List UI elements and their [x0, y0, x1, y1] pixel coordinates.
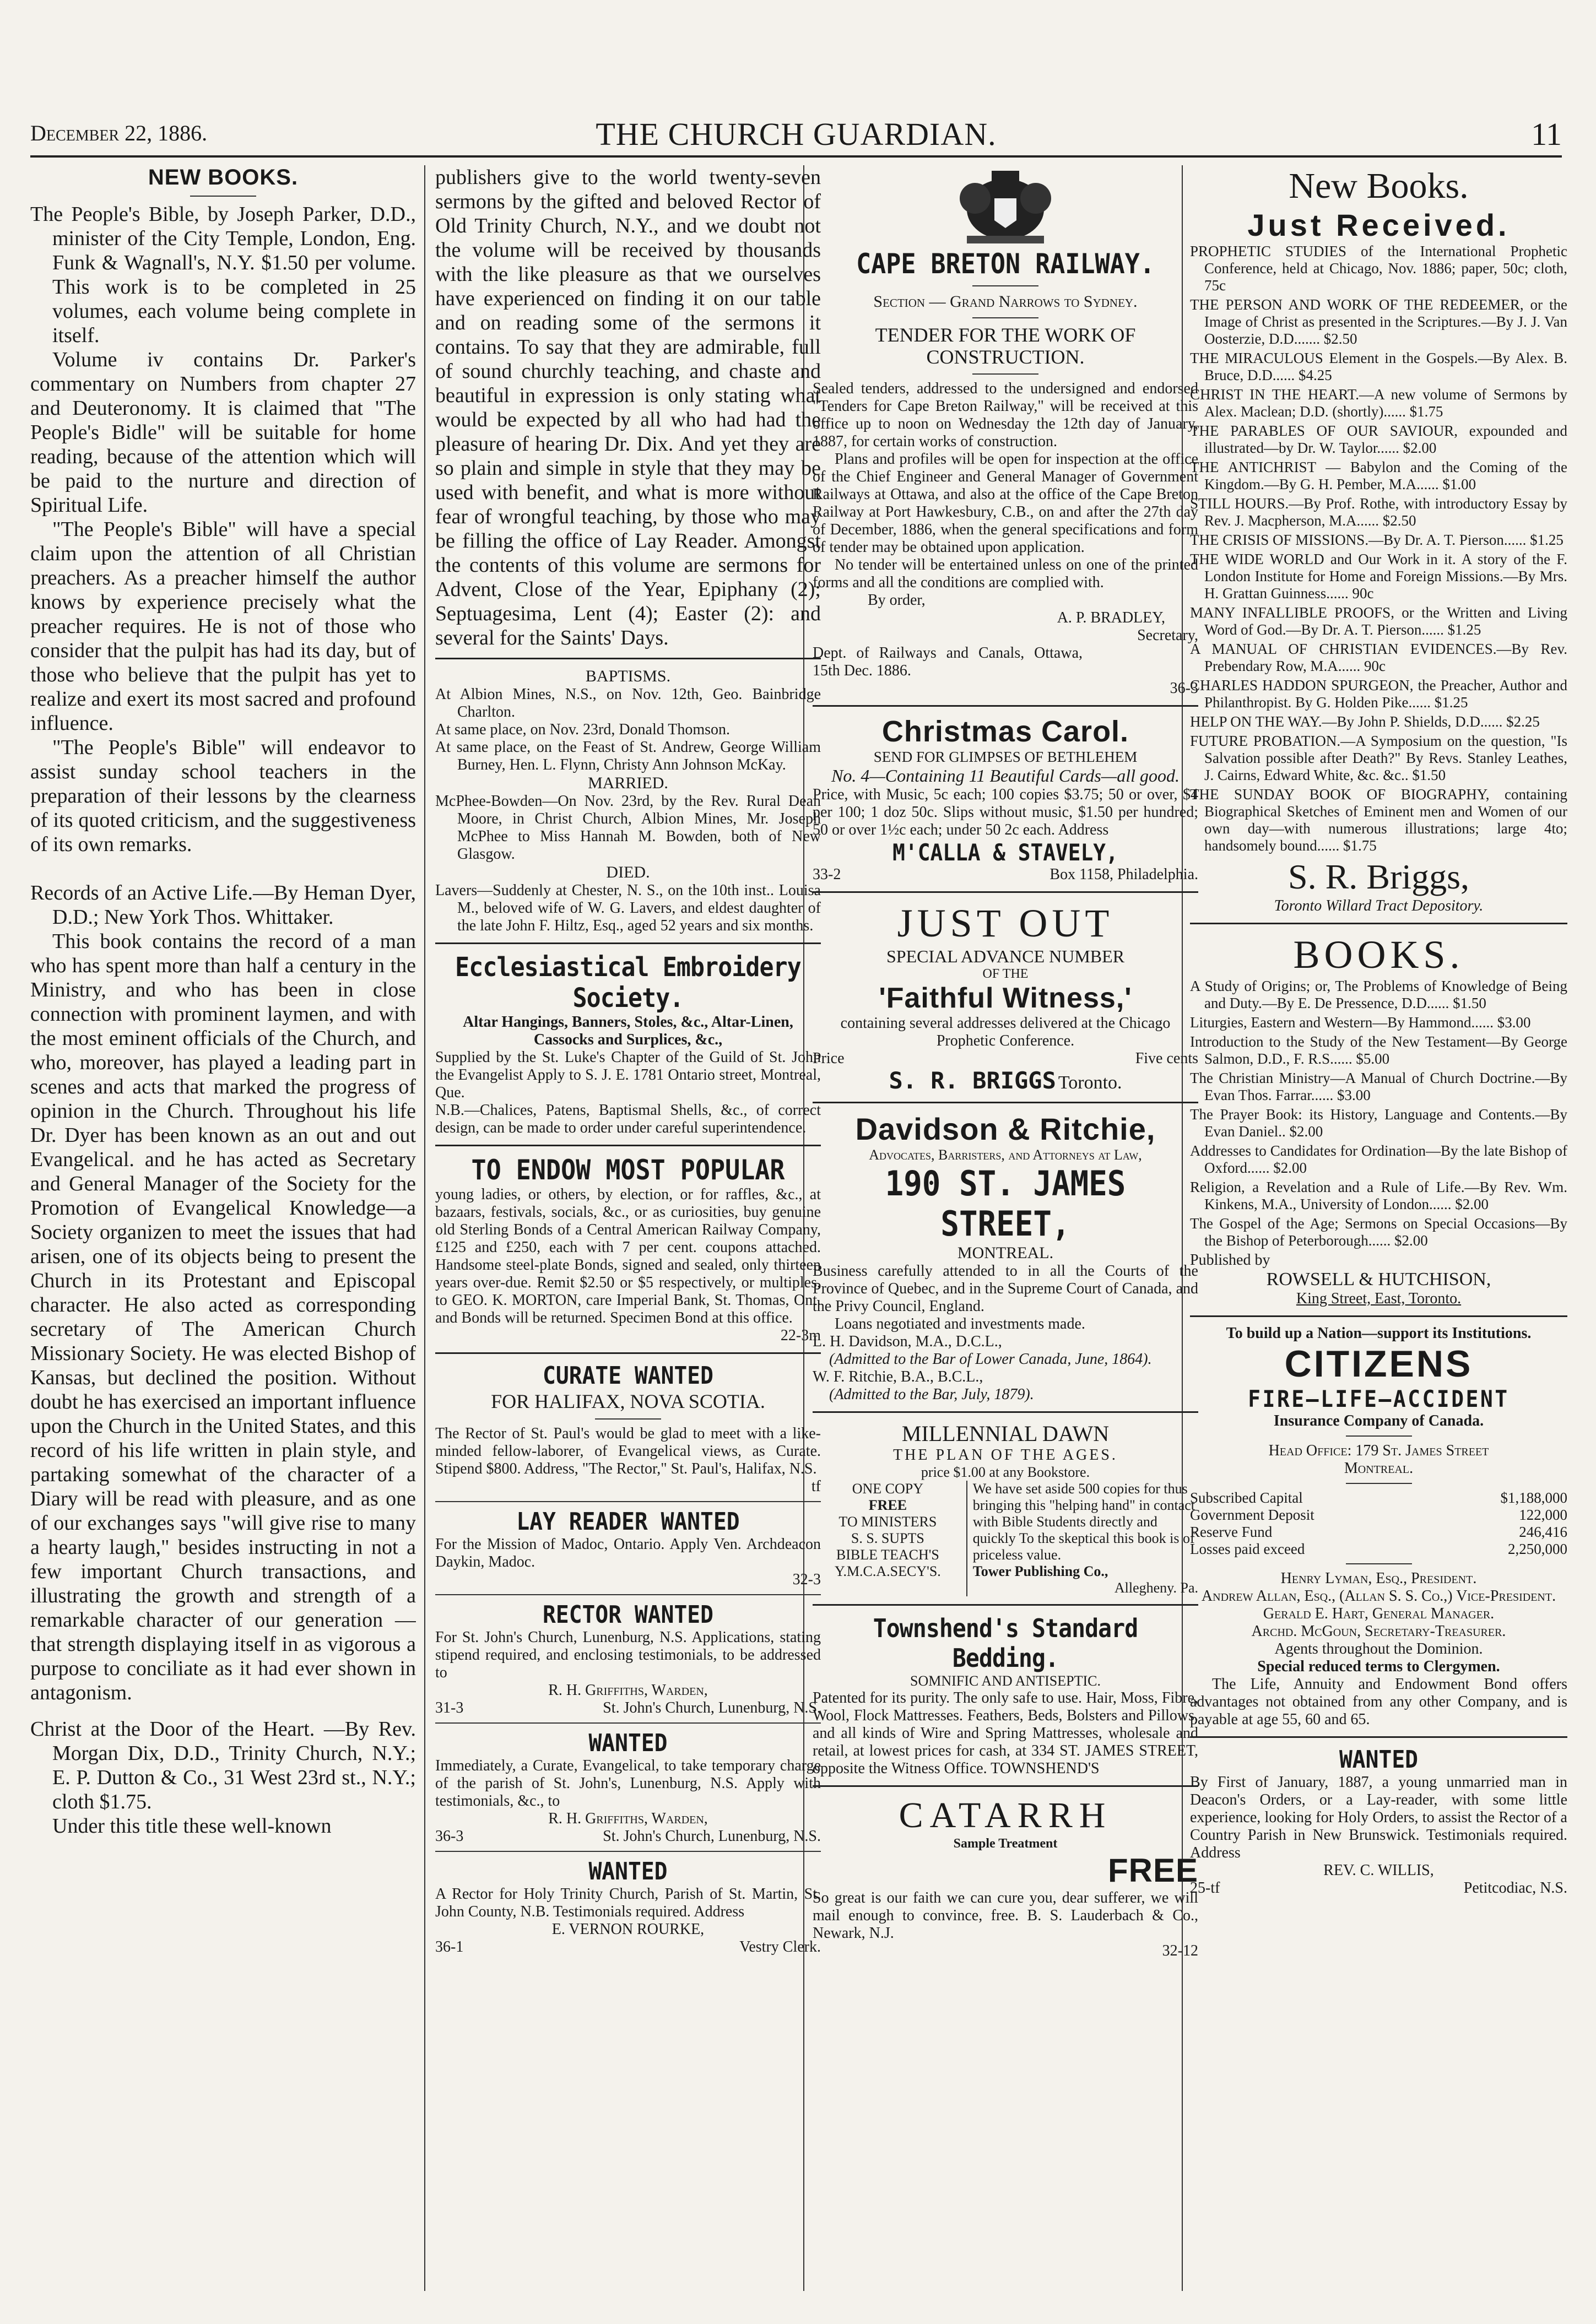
- briggs-firm: S. R. BRIGGS: [889, 1067, 1056, 1094]
- townshend-bedding-heading: Townshend's Standard Bedding.: [873, 1613, 1138, 1673]
- tender-department: Dept. of Railways and Canals, Ottawa, 15th Dec. 1886.: [813, 644, 1083, 679]
- death-notice: Lavers—Suddenly at Chester, N. S., on the 10th inst.. Louisa M., beloved wife of W. G. Lavers, and eldest daughter of the late John F. Hiltz, Esq., aged 52 years and six months.: [435, 882, 821, 934]
- faithful-witness-body: containing several addresses delivered at the Chicago Prophetic Conference.: [840, 1015, 1171, 1049]
- marriage-notice: McPhee-Bowden—On Nov. 23rd, by the Rev. Rural Dean Moore, in Christ Church, Albion Mines, Mr. Joseph McPhee to Miss Hannah M. Bowden, both of New Glasgow.: [435, 793, 821, 863]
- page-number: 11: [1531, 116, 1562, 152]
- book-listing: Liturgies, Eastern and Western—By Hammond...... $3.00: [1190, 1014, 1531, 1031]
- review-peoples-bible: The People's Bible, by Joseph Parker, D.D., minister of the City Temple, London, Eng. Funk & Wagnall's, N.Y. $1.50 per volume. This work is to be completed in 25 volumes, each volume being complete in itself.: [30, 203, 416, 347]
- figure-value: 246,416: [1519, 1524, 1567, 1540]
- lay-reader-wanted-heading: LAY READER WANTED: [516, 1508, 740, 1536]
- catarrh-body: So great is our faith we can cure you, dear sufferer, we will mail enough to convince, free. B. S. Lauderbach & Co., Newark, N.J.: [813, 1889, 1198, 1942]
- free-label: ONE COPY: [852, 1481, 924, 1497]
- ad-code: 36-3: [1170, 680, 1198, 697]
- figure-label: Reserve Fund: [1190, 1524, 1273, 1540]
- tender-by-order: By order,: [868, 592, 926, 609]
- figure-value: 2,250,000: [1508, 1541, 1567, 1557]
- book-listing: THE PERSON AND WORK OF THE REDEEMER, or the Image of Christ as presented in the Scriptures.—By J. J. Van Oosterzie, D.D....... $2.50: [1190, 296, 1567, 347]
- lay-reader-body: For the Mission of Madoc, Ontario. Apply Ven. Archdeacon Daykin, Madoc.: [435, 1536, 821, 1570]
- embroidery-items: Altar Hangings, Banners, Stoles, &c., Altar-Linen, Cassocks and Surplices, &c.,: [463, 1014, 793, 1048]
- column-divider: [424, 165, 425, 2291]
- wanted-body: By First of January, 1887, a young unmarried man in Deacon's Orders, or a Lay-reader, with some little experience, looking for Holy Orders, to assist the Rector of a Country Parish in New Brunswick. Testimonials required. Address: [1190, 1774, 1567, 1861]
- davidson-ritchie-city: MONTREAL.: [957, 1244, 1054, 1262]
- davidson-ritchie-address: 190 ST. JAMES STREET,: [885, 1163, 1126, 1244]
- partner-name: W. F. Ritchie, B.A., B.C.L.,: [813, 1368, 983, 1385]
- ad-code: 22-3m: [780, 1327, 821, 1344]
- citizens-officer: Andrew Allan, Esq., (Allan S. S. Co.,) Vice-President.: [1201, 1588, 1556, 1605]
- rector-wanted-heading: RECTOR WANTED: [543, 1601, 713, 1629]
- townshend-subheading: SOMNIFIC AND ANTISEPTIC.: [910, 1673, 1101, 1689]
- curate-location: FOR HALIFAX, NOVA SCOTIA.: [491, 1390, 765, 1412]
- ad-code: 36-3: [435, 1828, 464, 1845]
- divider: [190, 196, 256, 197]
- citizens-officer: Henry Lyman, Esq., President.: [1280, 1570, 1477, 1587]
- partner-name: L. H. Davidson, M.A., D.C.L.,: [813, 1333, 1002, 1350]
- book-listing: THE MIRACULOUS Element in the Gospels.—By Alex. B. Bruce, D.D...... $4.25: [1190, 350, 1567, 383]
- curate-body: The Rector of St. Paul's would be glad to meet with a like-minded fellow-laborer, of Evangelical views, as Curate. Stipend $800. Address, "The Rector," St. Paul's, Halifax, N.S.: [435, 1425, 821, 1477]
- just-out-heading: JUST OUT: [897, 901, 1114, 945]
- citizens-office: Head Office: 179 St. James Street: [1268, 1442, 1489, 1459]
- embroidery-body: Supplied by the St. Luke's Chapter of the Guild of St. John the Evangelist Apply to S. J. E. 1781 Ontario street, Montreal, Que.: [435, 1049, 821, 1101]
- briggs-city: Toronto.: [1058, 1072, 1122, 1093]
- column-2: [435, 165, 821, 2296]
- just-out-subheading: SPECIAL ADVANCE NUMBER: [886, 946, 1125, 966]
- citizens-officer: Archd. McGoun, Secretary-Treasurer.: [1251, 1623, 1506, 1640]
- wanted-city: Petitcodiac, N.S.: [1463, 1879, 1567, 1897]
- figure-label: Government Deposit: [1190, 1507, 1314, 1523]
- book-listing: HELP ON THE WAY.—By John P. Shields, D.D...... $2.25: [1190, 713, 1540, 730]
- figure-value: $1,188,000: [1500, 1489, 1567, 1506]
- new-books-heading: NEW BOOKS.: [148, 165, 299, 189]
- millennial-dawn-price: price $1.00 at any Bookstore.: [921, 1464, 1090, 1480]
- tender-body: No tender will be entertained unless on one of the printed forms and all the conditions are complied with.: [813, 556, 1198, 591]
- wanted-body: Immediately, a Curate, Evangelical, to take temporary charge of the parish of St. John's, Lunenburg, N.S. Apply with testimonials, &c., to: [435, 1757, 821, 1810]
- price-value: Five cents: [1135, 1050, 1198, 1067]
- wanted-title: Vestry Clerk.: [739, 1938, 821, 1955]
- book-listing: The Gospel of the Age; Sermons on Special Occasions—By the Bishop of Peterborough...... $2.00: [1190, 1215, 1567, 1249]
- citizens-figure-row: [1190, 1507, 1567, 1524]
- masthead-rule: [30, 155, 1562, 158]
- books-heading: BOOKS.: [1293, 933, 1464, 977]
- book-listing: The Prayer Book: its History, Language and Contents.—By Evan Daniel.. $2.00: [1190, 1106, 1567, 1140]
- endow-heading: TO ENDOW MOST POPULAR: [471, 1154, 785, 1186]
- newspaper-title: THE CHURCH GUARDIAN.: [596, 116, 997, 152]
- book-listing: FUTURE PROBATION.—A Symposium on the question, "Is Salvation possible after Death?" By Revs. Stanley Leathes, J. Cairns, Edward White, &c. &c.. $1.50: [1190, 733, 1567, 783]
- book-listing: PROPHETIC STUDIES of the International Prophetic Conference, held at Chicago, Nov. 1886; paper, 50c; cloth, 75c: [1190, 243, 1567, 294]
- review-paragraph: Volume iv contains Dr. Parker's commentary on Numbers from chapter 27 and Deuteronomy. It is claimed that "The People's Bidle" will be suitable for home reading, because of the attention which will be paid to the nurture and direction of Spiritual Life.: [30, 348, 416, 517]
- wanted-body: A Rector for Holy Trinity Church, Parish of St. Martin, St. John County, N.B. Testimonials required. Address: [435, 1886, 821, 1920]
- millennial-dawn-city: Allegheny. Pa.: [1114, 1580, 1198, 1596]
- book-listing: THE WIDE WORLD and Our Work in it. A story of the F. London Institute for Home and Foreign Missions.—By Mrs. H. Grattan Guinness...... 90c: [1190, 551, 1567, 602]
- ad-code: tf: [811, 1478, 821, 1495]
- partner-admission: (Admitted to the Bar, July, 1879).: [829, 1386, 1034, 1403]
- tender-heading: TENDER FOR THE WORK OF CONSTRUCTION.: [875, 324, 1136, 368]
- ad-code: 32-3: [792, 1571, 821, 1588]
- wanted-signature: E. VERNON ROURKE,: [551, 1921, 705, 1938]
- carol-address: Box 1158, Philadelphia.: [1049, 866, 1198, 883]
- book-listing: CHARLES HADDON SPURGEON, the Preacher, Author and Philanthropist. By G. Holden Pike...... $1.25: [1190, 677, 1567, 711]
- railway-heading: CAPE BRETON RAILWAY.: [856, 248, 1155, 280]
- review-paragraph: This book contains the record of a man who has spent more than half a century in the Ministry, and who has been in close connection with prominent laymen, and with the most eminent officials of the Church, and who, moreover, has played a leading part in scenes and acts that marked the progress of opinion in the Church. Throughout his life Dr. Dyer has been known as an out and out Evangelical. and he has acted as Secretary and General Manager of the Society for the Promotion of Evangelical Knowledge—a Society organizen to meet the issues that had arisen, one of its objects being to present the Church in its Protestant and Episcopal character. He also acted as corresponding secretary of The American Church Missionary Society. He was elected Bishop of Kansas, but declined the position. Without doubt he has exercised an important influence upon the Church in the United States, and this record of his life written in plain style, and partaking somewhat of the character of a Diary will be read with pleasure, and as one of our exchanges says "will give rise to many a hearty laugh," besides instructing in not a few important Church transactions, and illustrating the growth and strength of a remarkable character of our generation — that strength displaying itself in as vigorous a purpose to conciliate as it had ever shown in antagonism.: [30, 930, 416, 1704]
- townshend-body: Patented for its purity. The only safe to use. Hair, Moss, Fibre, Wool, Flock Mattresses. Feathers, Beds, Bolsters and Pillows, and all kinds of Wire and Spring Mattresses, wholesale and retail, at lowest prices for cash, at 334 ST. JAMES STREET, opposite the Witness Office. TOWNSHEND'S: [813, 1689, 1198, 1777]
- citizens-figures: [1190, 1489, 1567, 1558]
- column-1: [30, 165, 416, 2296]
- ad-code: 25-tf: [1190, 1879, 1220, 1897]
- book-listing: THE PARABLES OF OUR SAVIOUR, expounded and illustrated—by Dr. W. Taylor...... $2.00: [1190, 422, 1567, 456]
- ad-code: 32-12: [1162, 1942, 1198, 1959]
- tender-body: Sealed tenders, addressed to the undersigned and endorsed "Tenders for Cape Breton Railway," will be received at this office up to noon on Wednesday the 12th day of January, 1887, for certain works of construction.: [813, 380, 1198, 450]
- baptism-notice: At same place, on the Feast of St. Andrew, George William Burney, Hen. L. Flynn, Christy Ann Johnson McKay.: [435, 739, 821, 773]
- carol-firm: M'CALLA & STAVELY,: [892, 839, 1118, 866]
- citizens-agents: Agents throughout the Dominion.: [1274, 1640, 1483, 1657]
- davidson-ritchie-loans: Loans negotiated and investments made.: [835, 1315, 1085, 1332]
- review-christ-at-door: Christ at the Door of the Heart. —By Rev. Morgan Dix, D.D., Trinity Church, N.Y.; E. P. Dutton & Co., 31 West 23rd st., N.Y.; cloth $1.75.: [30, 1718, 416, 1813]
- review-records-active-life: Records of an Active Life.—By Heman Dyer, D.D.; New York Thos. Whittaker.: [30, 881, 416, 929]
- citizens-city: Montreal.: [1344, 1460, 1414, 1477]
- free-label: FREE: [868, 1497, 907, 1513]
- review-paragraph: "The People's Bible" will have a special claim upon the attention of all Christian preachers. As a preacher himself the author knows by experience precisely what the preacher requires. He is not of those who consider that the pulpit has had its day, but of those who believe that the pulpit has yet to realize and exert its most sacred and profound influence.: [30, 518, 416, 735]
- column-4: [1190, 165, 1567, 2296]
- citizens-subheading: FIRE—LIFE—ACCIDENT: [1248, 1385, 1510, 1412]
- figure-label: Losses paid exceed: [1190, 1541, 1305, 1557]
- partner-admission: (Admitted to the Bar of Lower Canada, June, 1864).: [829, 1351, 1152, 1368]
- carol-number: No. 4—Containing 11 Beautiful Cards—all good.: [831, 766, 1180, 785]
- ad-code: 31-3: [435, 1699, 464, 1716]
- wanted-signature: R. H. Griffiths, Warden,: [548, 1810, 708, 1827]
- wanted-heading: WANTED: [588, 1729, 668, 1757]
- issue-date: December 22, 1886.: [30, 121, 208, 145]
- ad-code: 33-2: [813, 866, 841, 883]
- tender-body: Plans and profiles will be open for inspection at the office of the Chief Engineer and General Manager of Government Railways at Ottawa, and also at the office of the Cape Breton Railway at Port Hawkesbury, C.B., on and after the 27th day of December, 1886, when the general specifications and form of tender may be obtained upon application.: [813, 451, 1198, 556]
- davidson-ritchie-profession: Advocates, Barristers, and Attorneys at Law,: [869, 1147, 1142, 1163]
- citizens-figure-row: [1190, 1541, 1567, 1558]
- review-continuation: publishers give to the world twenty-seven sermons by the gifted and beloved Rector of Old Trinity Church, N.Y., and we doubt not the volume will be received by thousands with the like pleasure as that we ourselves have experienced on finding it on our table and on reading some of the sermons it contains. To say that they are admirable, full of sound churchly teaching, and chaste and beautiful in expression is only stating what would be expected by all who had had the pleasure of hearing Dr. Dix. And yet they are so plain and simple in style that they may be used with benefit, and what is more without fear of wrongful teaching, by those who may be filling the office of Lay Reader. Amongst the contents of this volume are sermons for Advent, Close of the Year, Epiphany (2); Septuagesima, Lent (4); Easter (2): and several for the Saints' Days.: [435, 166, 821, 649]
- figure-label: Subscribed Capital: [1190, 1489, 1303, 1506]
- briggs-subheading: Toronto Willard Tract Depository.: [1274, 897, 1484, 914]
- citizens-company: Insurance Company of Canada.: [1273, 1412, 1484, 1429]
- wanted-address: St. John's Church, Lunenburg, N.S.: [603, 1828, 821, 1845]
- review-paragraph: "The People's Bible" will endeavor to assist sunday school teachers in the preparation of their lessons by the clearness of its quoted criticism, and the suggestiveness of its own remarks.: [30, 736, 416, 856]
- book-listing: Religion, a Revelation and a Rule of Life.—By Rev. Wm. Kinkens, M.A., University of London...... $2.00: [1190, 1179, 1567, 1212]
- faithful-witness-heading: 'Faithful Witness,': [879, 982, 1132, 1014]
- column-3: [813, 165, 1198, 2296]
- catarrh-free: FREE: [1107, 1852, 1198, 1889]
- carol-subheading: SEND FOR GLIMPSES OF BETHLEHEM: [873, 749, 1138, 765]
- just-received-heading: Just Received.: [1247, 208, 1510, 242]
- free-label: S. S. SUPTS: [851, 1530, 924, 1546]
- free-label: TO MINISTERS: [838, 1514, 937, 1530]
- free-label: Y.M.C.A.SECY'S.: [835, 1563, 941, 1579]
- free-label: BIBLE TEACH'S: [836, 1547, 939, 1563]
- books-published-by: Published by: [1190, 1252, 1270, 1269]
- millennial-dawn-body: We have set aside 500 copies for thus bringing this "helping hand" in contact with Bible Students directly and quickly To the skeptical this book is of priceless value.: [972, 1481, 1195, 1563]
- book-listing: MANY INFALLIBLE PROOFS, or the Written and Living Word of God.—By Dr. A. T. Pierson...... $1.25: [1190, 604, 1567, 638]
- book-listing: A Study of Origins; or, The Problems of Knowledge of Being and Duty.—By E. De Pressence, D.D...... $1.50: [1190, 978, 1567, 1011]
- book-listing: THE SUNDAY BOOK OF BIOGRAPHY, containing Biographical Sketches of Eminent men and Women of our own day—with numerous illustrations; large 4to; handsomely bound...... $1.75: [1190, 786, 1567, 854]
- coat-of-arms-icon: [934, 165, 1077, 248]
- millennial-dawn-heading: MILLENNIAL DAWN: [901, 1421, 1110, 1446]
- books-firm: ROWSELL & HUTCHISON,: [1266, 1269, 1491, 1290]
- book-listing: CHRIST IN THE HEART.—A new volume of Sermons by Alex. Maclean; D.D. (shortly)...... $1.75: [1190, 386, 1567, 420]
- curate-wanted-heading: CURATE WANTED: [543, 1362, 713, 1390]
- embroidery-society-heading: Ecclesiastical Embroidery Society.: [455, 952, 801, 1014]
- book-listing: Introduction to the Study of the New Testament—By George Salmon, D.D., F. R.S...... $5.00: [1190, 1033, 1567, 1067]
- just-out-of: OF THE: [982, 967, 1029, 981]
- briggs-heading: S. R. Briggs,: [1288, 857, 1469, 896]
- embroidery-note: N.B.—Chalices, Patens, Baptismal Shells, &c., of correct design, can be made to order under careful superintendence.: [435, 1102, 821, 1136]
- died-heading: DIED.: [606, 863, 650, 881]
- christmas-carol-heading: Christmas Carol.: [881, 715, 1129, 748]
- citizens-tagline: To build up a Nation—support its Institutions.: [1226, 1325, 1532, 1342]
- masthead: [30, 116, 1562, 152]
- book-listing: STILL HOURS.—By Prof. Rothe, with introductory Essay by Rev. J. Macpherson, M.A...... $2.50: [1190, 495, 1567, 529]
- new-books-heading: New Books.: [1289, 166, 1469, 206]
- married-heading: MARRIED.: [588, 774, 668, 792]
- wanted-signature: REV. C. WILLIS,: [1323, 1862, 1434, 1879]
- baptism-notice: At Albion Mines, N.S., on Nov. 12th, Geo. Bainbridge Charlton.: [435, 686, 821, 721]
- figure-value: 122,000: [1519, 1507, 1567, 1523]
- rector-signature: R. H. Griffiths, Warden,: [548, 1682, 708, 1699]
- millennial-dawn-subheading: THE PLAN OF THE AGES.: [893, 1447, 1118, 1464]
- books-list: [1190, 978, 1567, 1249]
- catarrh-heading: CATARRH: [899, 1795, 1112, 1835]
- ad-code: 36-1: [435, 1938, 464, 1955]
- rector-body: For St. John's Church, Lunenburg, N.S. Applications, stating stipend required, and enclosing testimonials, to be addressed to: [435, 1629, 821, 1681]
- citizens-body: The Life, Annuity and Endowment Bond offers advantages not obtained from any other Company, and is payable at age 55, 60 and 65.: [1190, 1676, 1567, 1728]
- review-paragraph: Under this title these well-known: [52, 1814, 332, 1838]
- davidson-ritchie-heading: Davidson & Ritchie,: [855, 1112, 1156, 1146]
- free-copy-box: [813, 1481, 1198, 1596]
- railway-section: Section — Grand Narrows to Sydney.: [873, 292, 1138, 311]
- carol-price: Price, with Music, 5c each; 100 copies $3.75; 50 or over, $4 per 100; 1 doz 50c. Slips without music, $1.50 per hundred; 50 or over 1½c each; under 50 2c each. Address: [813, 786, 1198, 838]
- tender-signature: A. P. BRADLEY,: [1057, 609, 1165, 626]
- citizens-figure-row: [1190, 1524, 1567, 1541]
- davidson-ritchie-body: Business carefully attended to in all the Courts of the Province of Quebec, and in the Supreme Court of Canada, and the Privy Council, England.: [813, 1263, 1198, 1315]
- baptisms-heading: BAPTISMS.: [585, 667, 671, 685]
- citizens-special: Special reduced terms to Clergymen.: [1257, 1658, 1500, 1675]
- book-listing: THE ANTICHRIST — Babylon and the Coming of the Kingdom.—By G. H. Pember, M.A...... $1.00: [1190, 459, 1567, 492]
- book-listing: The Christian Ministry—A Manual of Church Doctrine.—By Evan Thos. Farrar...... $3.00: [1190, 1070, 1567, 1103]
- citizens-figure-row: [1190, 1489, 1567, 1507]
- endow-body: young ladies, or others, by election, or for raffles, &c., at bazaars, festivals, socials, &c., or as curiosities, buy genuine old Sterling Bonds of a Central American Railway Company, £125 and £250, each with 7 per cent. coupons attached. Handsome steel-plate Bonds, signed and sealed, only thirteen years over-due. Remit $2.50 or $5 respectively, or multiples, to GEO. K. MORTON, care Imperial Bank, St. Thomas, Ont. and Bonds will be returned. Specimen Bond at this office.: [435, 1186, 821, 1326]
- book-listing: Addresses to Candidates for Ordination—By the late Bishop of Oxford...... $2.00: [1190, 1142, 1567, 1176]
- catarrh-subheading: Sample Treatment: [953, 1837, 1058, 1851]
- new-books-list: [1190, 243, 1567, 854]
- wanted-heading: WANTED: [1339, 1746, 1419, 1774]
- citizens-heading: CITIZENS: [1284, 1343, 1473, 1385]
- baptism-notice: At same place, on Nov. 23rd, Donald Thomson.: [435, 721, 731, 738]
- price-label: Price: [813, 1050, 845, 1067]
- books-address: King Street, East, Toronto.: [1296, 1290, 1462, 1307]
- tender-secretary: Secretary,: [1137, 627, 1198, 644]
- rector-address: St. John's Church, Lunenburg, N.S.: [603, 1699, 821, 1716]
- book-listing: A MANUAL OF CHRISTIAN EVIDENCES.—By Rev. Prebendary Row, M.A...... 90c: [1190, 641, 1567, 674]
- book-listing: THE CRISIS OF MISSIONS.—By Dr. A. T. Pierson...... $1.25: [1190, 532, 1563, 548]
- wanted-heading: WANTED: [588, 1857, 668, 1886]
- citizens-officer: Gerald E. Hart, General Manager.: [1263, 1605, 1495, 1622]
- millennial-dawn-firm: Tower Publishing Co.,: [972, 1563, 1108, 1579]
